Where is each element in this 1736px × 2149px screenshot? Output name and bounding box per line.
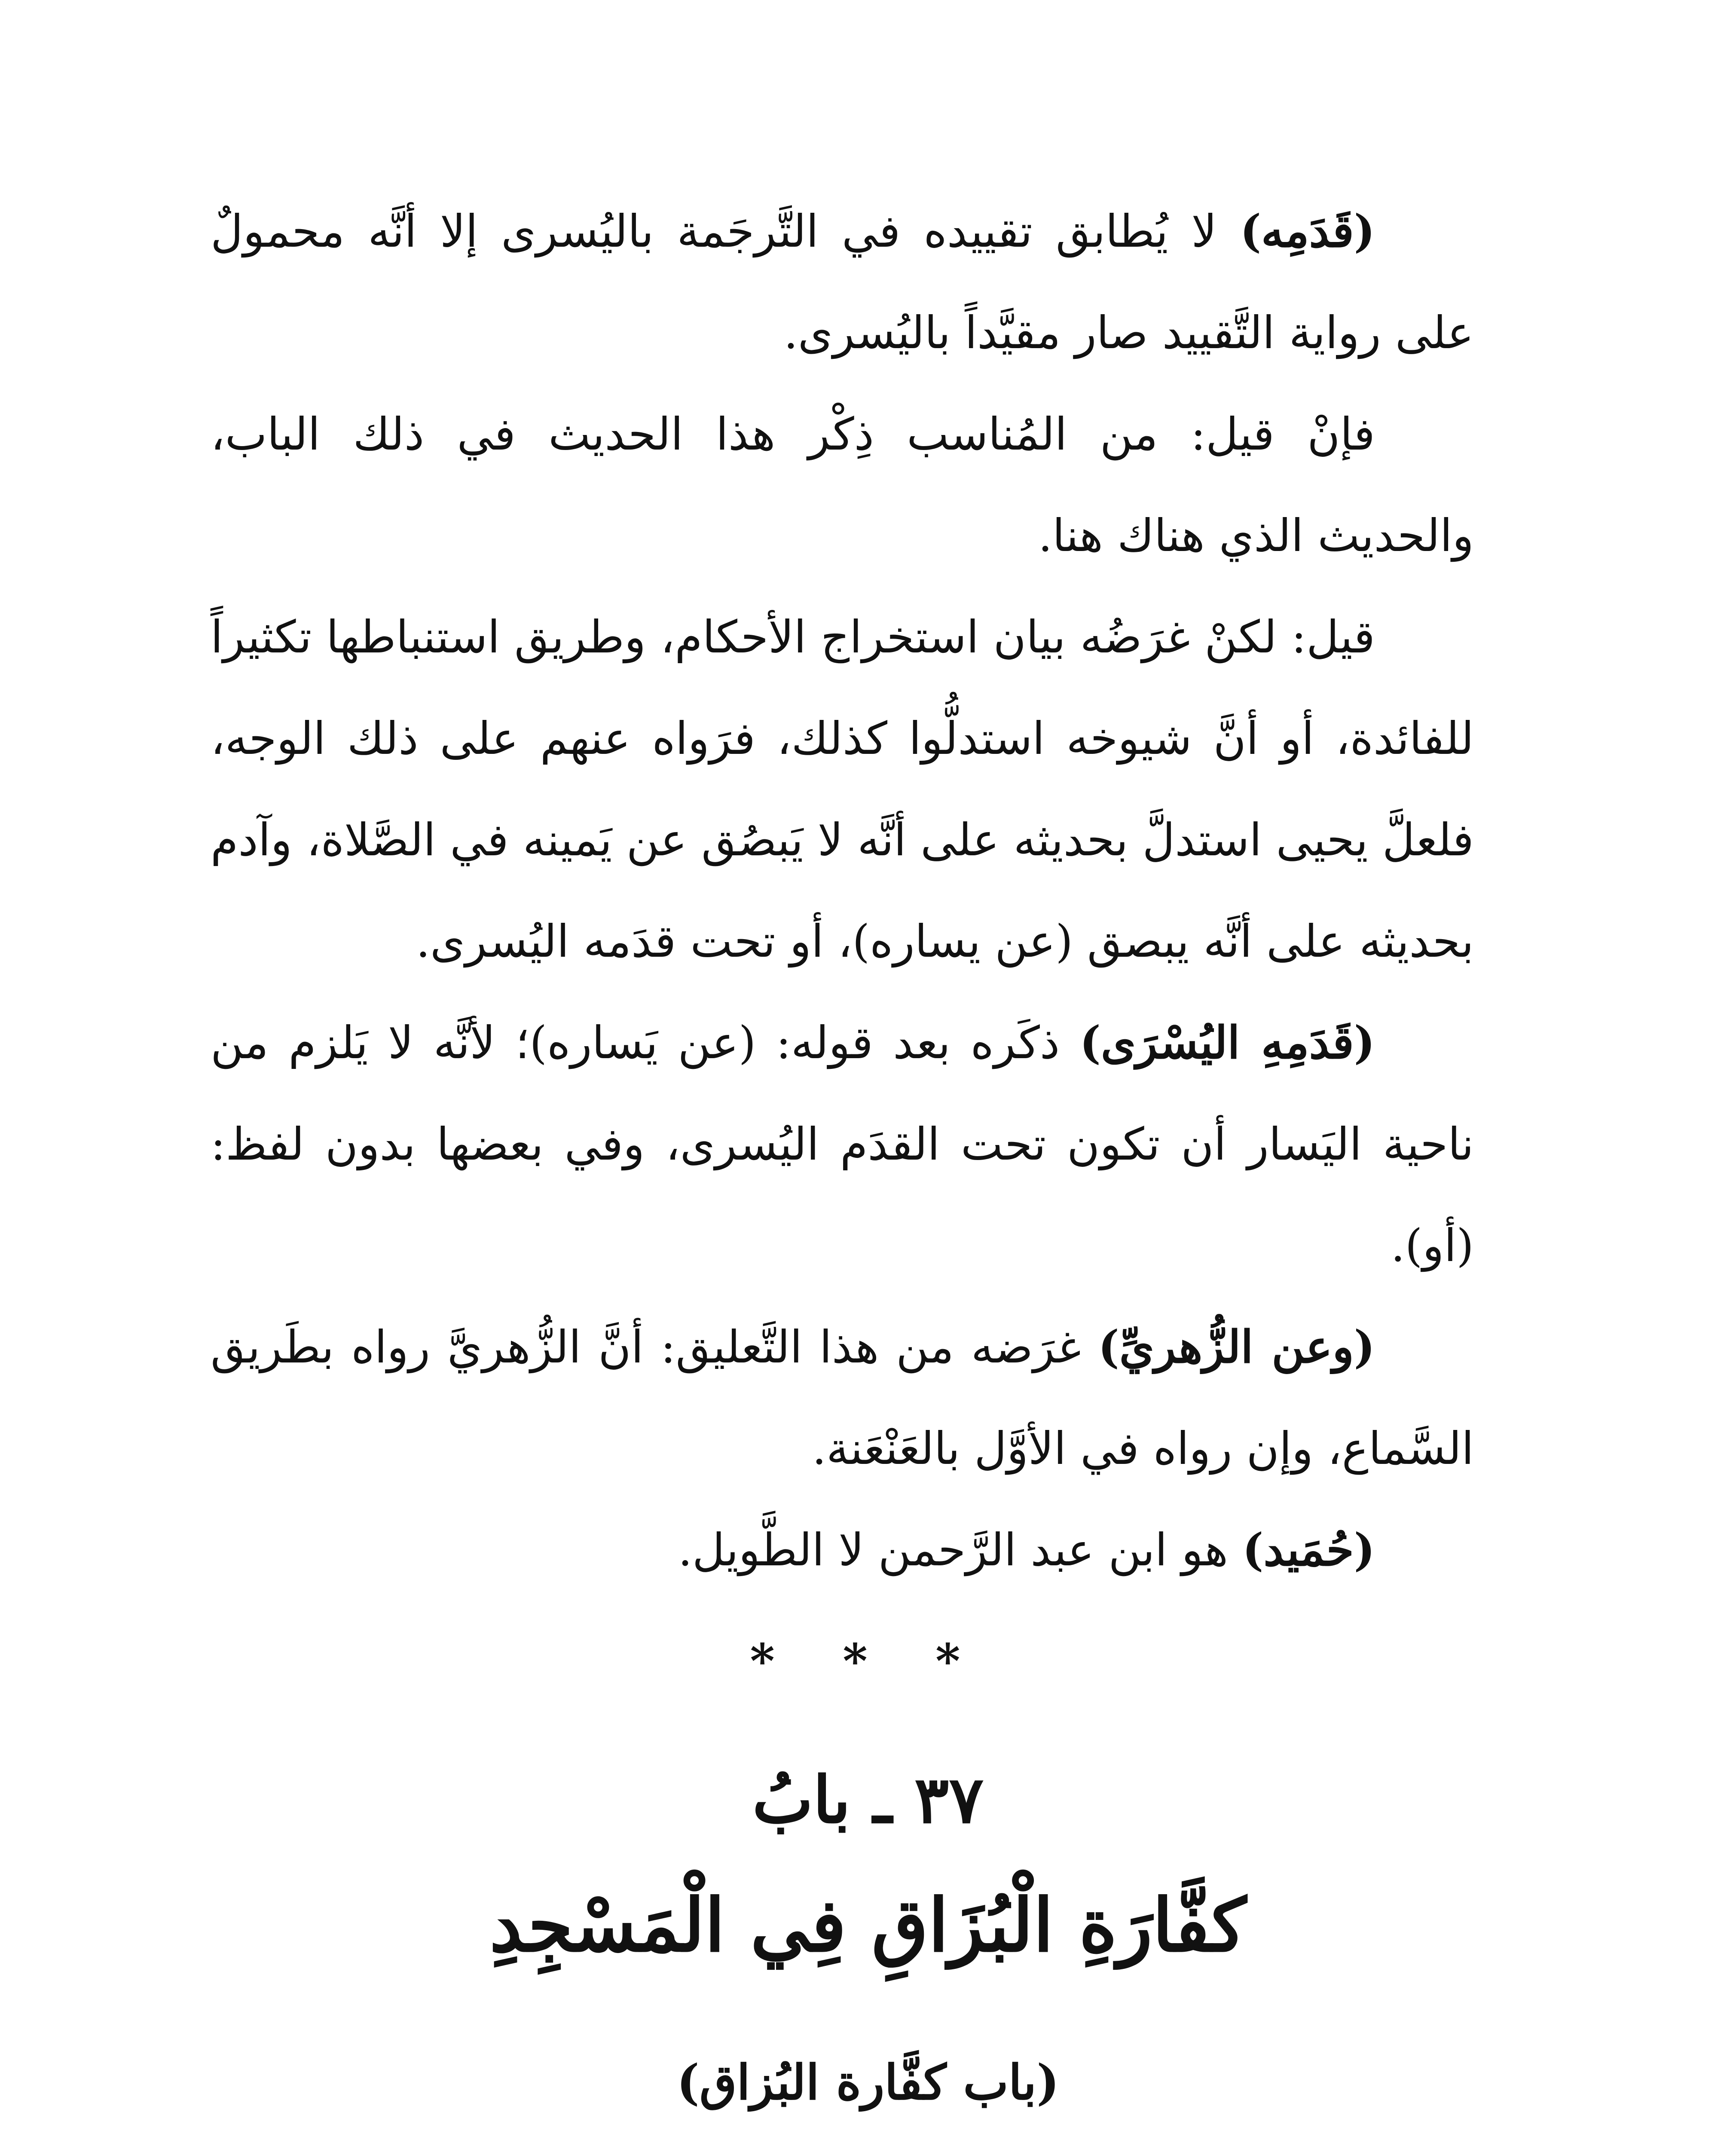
paragraph-body: ذكَره بعد قوله: (عن يَساره)؛ لأنَّه لا يَلزم من ناحية اليَسار أن تكون تحت القدَم اليُسرى، وفي بعضها بدون لفظ: (أو). [211,1016,1474,1272]
paragraph-body: لا يُطابق تقييده في التَّرجَمة باليُسرى إلا أنَّه محمولٌ على رواية التَّقييد صار مقيَّداً باليُسرى. [211,205,1474,359]
paragraph-term: (قَدَمِهِ اليُسْرَى) [1079,1016,1375,1069]
paragraph-body: قيل: لكنْ غرَضُه بيان استخراج الأحكام، وطريق استنباطها تكثيراً للفائدة، أو أنَّ شيوخه استدلُّوا كذلك، فرَواه عنهم على ذلك الوجه، فلعلَّ يحيى استدلَّ بحديثه على أنَّه لا يَبصُق عن يَمينه في الصَّلاة، وآدم بحديثه على أنَّه يبصق (عن يساره)، أو تحت قدَمه اليُسرى. [211,611,1474,967]
section-ornament: * * * [750,1633,986,1689]
paragraph-qila [211,586,1474,992]
paragraph-fa-in-qila [211,383,1474,586]
paragraph-term: (وعن الزُّهريِّ) [1098,1320,1375,1373]
chapter-number: ٣٧ ـ بابُ [752,1762,984,1838]
paragraph-zuhri [211,1296,1474,1499]
paragraph-term: (حُمَيد) [1242,1523,1375,1576]
paragraph-term: (قَدَمِه) [1240,205,1375,257]
chapter-title: كفَّارَةِ الْبُزَاقِ فِي الْمَسْجِدِ [489,1883,1247,1968]
paragraph-humayd [211,1499,1474,1601]
paragraph-body: هو ابن عبد الرَّحمن لا الطَّويل. [678,1524,1243,1576]
commentary-text [211,181,1474,1601]
paragraph-body: فإنْ قيل: من المُناسب ذِكْر هذا الحديث في ذلك الباب، والحديث الذي هناك هنا. [211,408,1474,562]
paragraph-body: غرَضه من هذا التَّعليق: أنَّ الزُّهريَّ رواه بطَريق السَّماع، وإن رواه في الأوَّل بالعَنْعَنة. [211,1321,1474,1475]
paragraph-qadamihi-al-yusra [211,992,1474,1296]
paragraph-qadamih [211,181,1474,383]
commentary-subtitle: (باب كفَّارة البُزاق) [676,2054,1060,2111]
